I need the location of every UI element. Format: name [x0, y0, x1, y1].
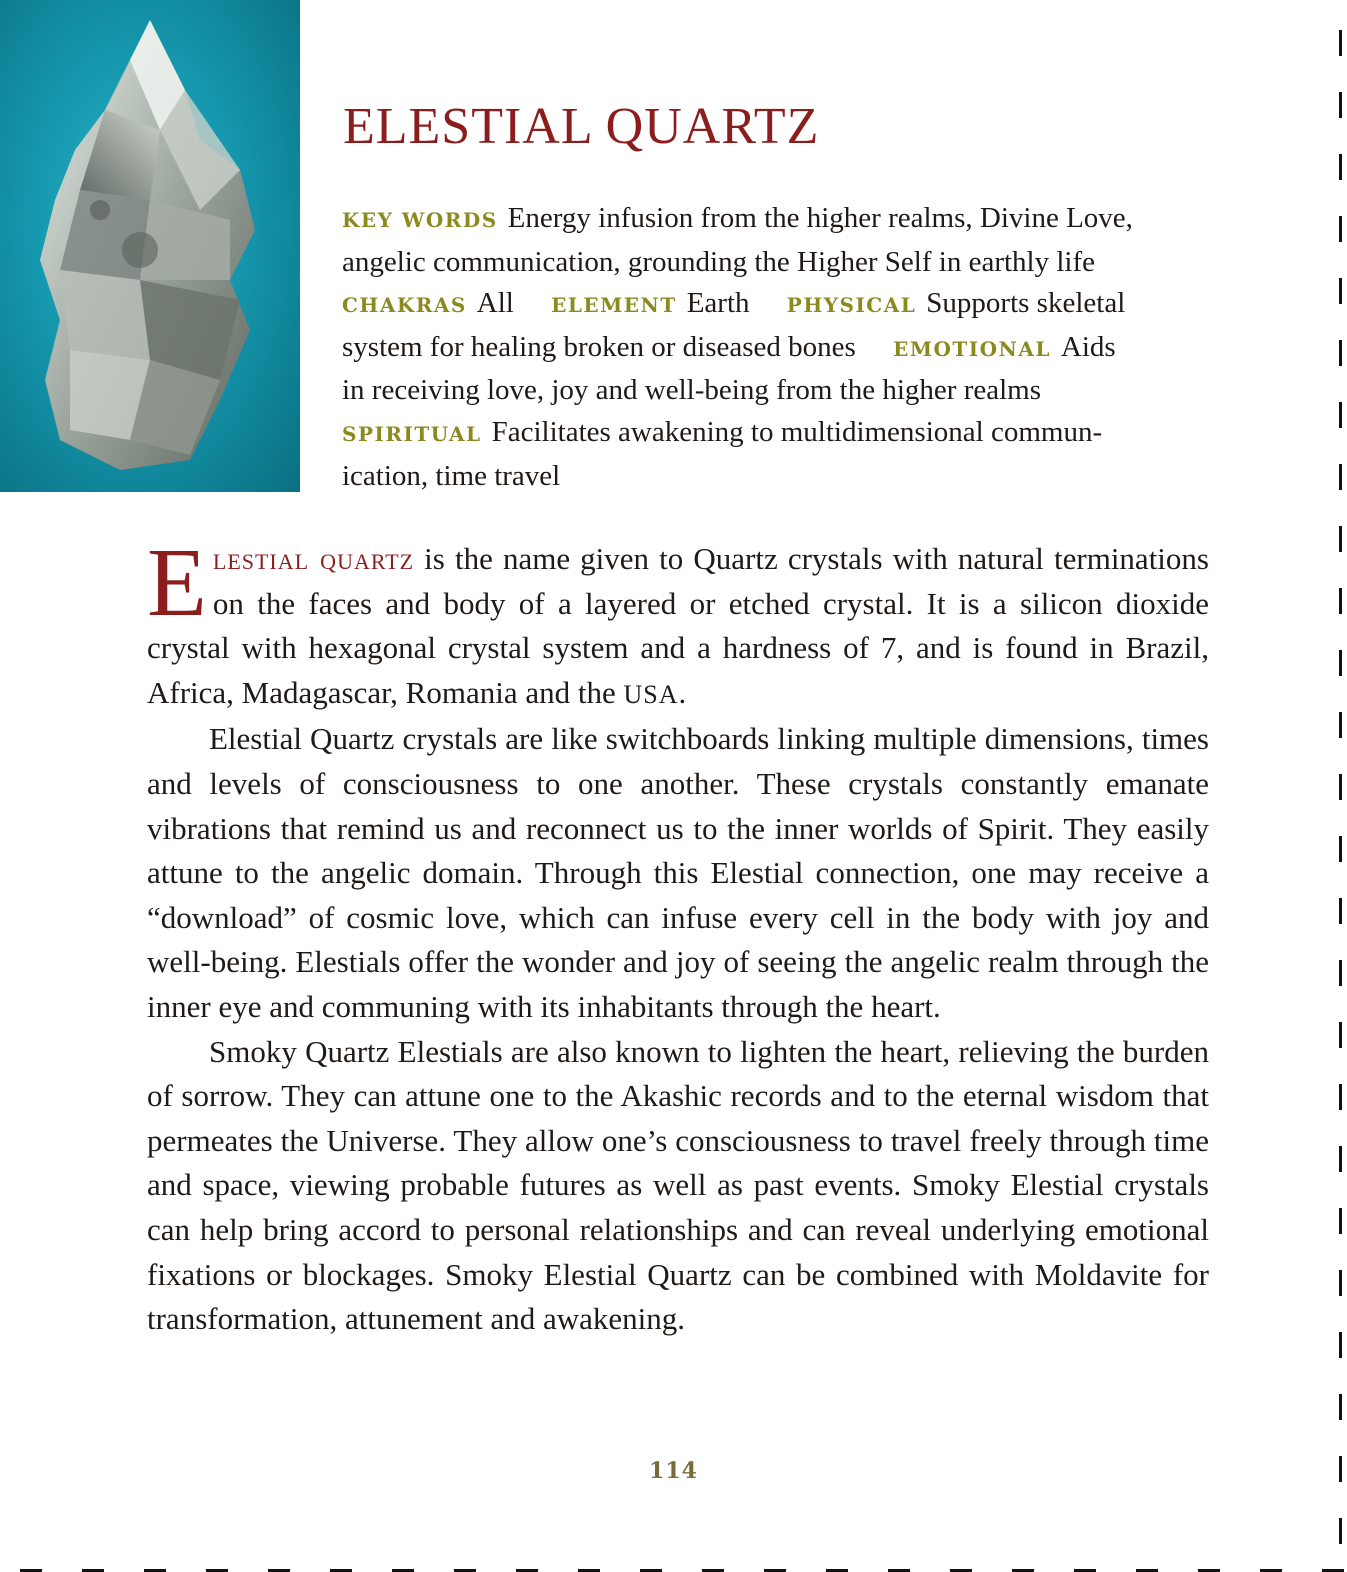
emotional-row-2 [342, 370, 1192, 412]
crystal-properties [342, 198, 1192, 497]
physical-value-2: system for healing broken or diseased bones [342, 330, 856, 363]
usa-abbr: USA [623, 679, 679, 709]
crop-marks-bottom [0, 1564, 1347, 1572]
body-text [147, 529, 1209, 1342]
chakras-value: All [476, 287, 514, 320]
spiritual-row-2 [342, 456, 1192, 498]
spiritual-value: Facilitates awakening to multidimensional commun- [491, 415, 1103, 448]
paragraph-2: Elestial Quartz crystals are like switchboards linking multiple dimensions, times and levels of consciousness to one another. These crystals constantly emanate vibrations that remind us and reconnect us to the inner worlds of Spirit. They easily attune to the angelic domain. Through this Elestial connection, one may receive a “download” of cosmic love, which can infuse every cell in the body with joy and well-being. Elestials offer the wonder and joy of seeing the angelic realm through the inner eye and communing with its inhabitants through the heart. [147, 721, 1209, 1024]
drop-cap: E [147, 529, 207, 637]
physical-value: Supports skeletal [926, 287, 1126, 320]
crop-marks-right [1339, 0, 1347, 1572]
page-number: 114 [649, 1458, 698, 1484]
lead-smallcaps: lestial quartz [212, 541, 415, 576]
emotional-value: Aids [1060, 330, 1116, 363]
chakras-element-physical-row [342, 283, 1192, 327]
paragraph-3: Smoky Quartz Elestials are also known to lighten the heart, relieving the burden of sorrow. They can attune one to the Akashic records and to the eternal wisdom that permeates the Universe. They allow one’s consciousness to travel freely through time and space, viewing probable futures as well as past events. Smoky Elestial crystals can help bring accord to personal relationships and can reveal underlying emotional fixations or blockages. Smoky Elestial Quartz can be combined with Moldavite for transformation, attunement and awakening. [147, 1033, 1209, 1337]
physical-emotional-row [342, 327, 1192, 371]
page-title: ELESTIAL QUARTZ [343, 98, 820, 155]
element-value: Earth [686, 287, 750, 320]
key-words-label: KEY WORDS [342, 208, 498, 232]
emotional-value-2: in receiving love, joy and well-being from the higher realms [342, 374, 1042, 407]
spiritual-value-2: ication, time travel [342, 459, 561, 492]
spiritual-row [342, 412, 1192, 456]
paragraph-1 [147, 529, 1209, 717]
emotional-label: EMOTIONAL [893, 336, 1051, 361]
key-words-row-2 [342, 242, 1192, 284]
paragraph-1-end: . [678, 674, 687, 710]
element-label: ELEMENT [551, 293, 677, 318]
crystal-icon [0, 0, 300, 492]
spiritual-label: SPIRITUAL [342, 421, 482, 446]
paragraph-1-text: is the name given to Quartz crystals with natural terminations on the faces and body of a layered or etched crystal. It is a silicon dioxide crystal with hexagonal crystal system and a hardness of 7, and is found in Brazil, Africa, Madagascar, Romania and the [147, 541, 1209, 710]
crystal-photo [0, 0, 300, 492]
chakras-label: CHAKRAS [342, 293, 467, 318]
key-words-value: Energy infusion from the higher realms, Divine Love, [507, 202, 1133, 234]
key-words-value-2: angelic communication, grounding the Higher Self in earthly life [342, 245, 1095, 278]
physical-label: PHYSICAL [786, 293, 917, 318]
key-words-row [342, 198, 1192, 242]
